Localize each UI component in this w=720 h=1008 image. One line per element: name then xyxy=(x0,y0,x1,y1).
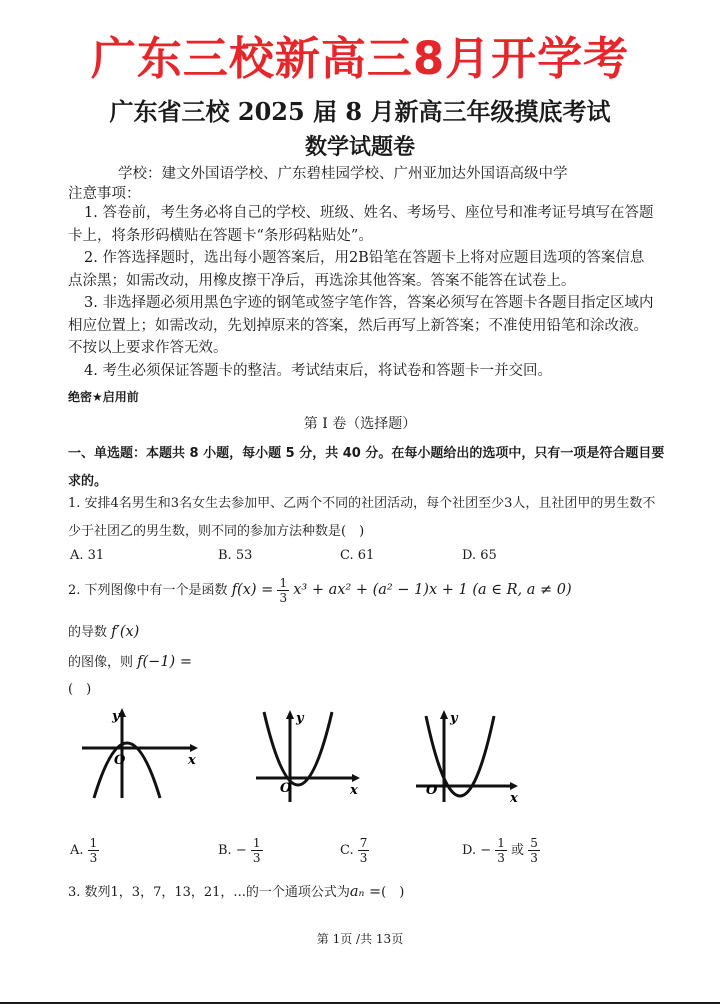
option-or: 或 xyxy=(511,843,525,858)
question-2-line2 xyxy=(68,618,668,647)
option-fraction xyxy=(358,836,370,865)
frac-num: 5 xyxy=(530,836,538,850)
frac-den: 3 xyxy=(359,851,368,865)
banner-title: 广东三校新高三8月开学考 xyxy=(90,32,630,85)
y-arrow xyxy=(286,710,294,719)
option-label: A. xyxy=(70,843,84,858)
x-label: x xyxy=(350,783,358,798)
q2-function-lhs: f(x) = xyxy=(231,582,274,598)
page-footer: 第 1页 /共 13页 xyxy=(316,932,404,946)
question-3 xyxy=(68,878,668,907)
graph-a xyxy=(78,704,208,800)
bottom-border xyxy=(0,1002,720,1004)
q2-value: f(−1) = xyxy=(137,654,192,670)
frac-den: 3 xyxy=(497,851,505,865)
x-label: x xyxy=(510,791,518,806)
question-2-line3 xyxy=(68,648,668,677)
exam-title: 广东省三校 2025 届 8 月新高三年级摸底考试 xyxy=(109,97,611,126)
section-title: 一、单选题：本题共 8 小题，每小题 5 分，共 40 分。在每小题给出的选项中，只有一项是符合题目要求的。 xyxy=(68,446,665,489)
y-label: y xyxy=(450,711,458,726)
q1-option-b: B. 53 xyxy=(218,548,253,563)
q2-option-a xyxy=(70,836,99,865)
q2-function-rhs: x³ + ax² + (a² − 1)x + 1 (a ∈ R, a ≠ 0) xyxy=(293,582,572,598)
option-fraction xyxy=(495,836,507,865)
graph-b xyxy=(252,706,372,806)
q1-option-c: C. 61 xyxy=(340,548,375,563)
q2-option-c xyxy=(340,836,369,865)
option-fraction xyxy=(88,836,100,865)
frac-num: 1 xyxy=(89,836,98,850)
notice-item: 2. 作答选择题时，选出每小题答案后，用2B铅笔在答题卡上将对应题目选项的答案信息点涂黑；如需改动，用橡皮擦干净后，再选涂其他答案。答案不能答在试卷上。 xyxy=(68,250,645,289)
frac-num: 1 xyxy=(497,836,505,850)
frac-num: 1 xyxy=(279,576,288,590)
q2-line2-text: 的导数 xyxy=(68,625,108,640)
option-fraction xyxy=(251,836,263,865)
x-label: x xyxy=(188,753,196,768)
schools-line: 学校：建文外国语学校、广东碧桂园学校、广州亚加达外国语高级中学 xyxy=(118,166,568,182)
option-label: B. − xyxy=(218,843,247,858)
q2-blank: ( ) xyxy=(68,682,92,697)
y-arrow xyxy=(440,710,448,719)
notice-item: 4. 考生必须保证答题卡的整洁。考试结束后，将试卷和答题卡一并交回。 xyxy=(84,362,552,379)
graph-c xyxy=(412,706,532,806)
q3-text: 3. 数列1，3，7，13，21，...的一个通项公式为 xyxy=(68,885,350,900)
origin-label: O xyxy=(426,783,438,798)
frac-den: 3 xyxy=(89,851,98,865)
option-label: C. xyxy=(340,843,354,858)
q2-option-d xyxy=(462,836,540,865)
frac-den: 3 xyxy=(252,851,261,865)
q2-fraction xyxy=(277,576,289,605)
q1-option-a: A. 31 xyxy=(70,548,105,563)
x-arrow xyxy=(190,744,198,752)
y-label: y xyxy=(296,711,304,726)
q3-blank: ( ) xyxy=(381,885,405,900)
part-title: 第 I 卷（选择题） xyxy=(303,416,417,432)
notice-list xyxy=(68,202,658,382)
q2-option-b xyxy=(218,836,263,865)
q1-option-d: D. 65 xyxy=(462,548,497,563)
origin-label: O xyxy=(114,753,126,768)
x-arrow xyxy=(510,782,518,790)
curve xyxy=(94,743,160,798)
frac-den: 3 xyxy=(530,851,538,865)
q2-derivative: f′(x) xyxy=(111,624,140,640)
notice-heading: 注意事项： xyxy=(68,186,141,202)
question-1-text: 1. 安排4名男生和3名女生去参加甲、乙两个不同的社团活动，每个社团至少3人，且社团甲的男生数不少于社团乙的男生数，则不同的参加方法种数是( ) xyxy=(68,496,656,539)
option-fraction xyxy=(528,836,540,865)
frac-den: 3 xyxy=(279,591,288,605)
question-2-line1 xyxy=(68,576,668,605)
q3-formula: aₙ = xyxy=(349,884,382,900)
exam-subtitle: 数学试题卷 xyxy=(304,134,415,160)
frac-num: 7 xyxy=(359,836,368,850)
frac-num: 1 xyxy=(252,836,261,850)
notice-item: 1. 答卷前，考生务必将自己的学校、班级、姓名、考场号、座位号和准考证号填写在答题卡上，将条形码横贴在答题卡“条形码粘贴处”。 xyxy=(68,205,654,244)
origin-label: O xyxy=(280,781,292,796)
notice-item: 3. 非选择题必须用黑色字迹的钢笔或签字笔作答，答案必须写在答题卡各题目指定区域内相应位置上；如需改动，先划掉原来的答案，然后再写上新答案；不准使用铅笔和涂改液。不按以上要求作答无效。 xyxy=(68,295,654,356)
secret-mark: 绝密★启用前 xyxy=(68,390,139,404)
x-arrow xyxy=(352,774,360,782)
y-label: y xyxy=(112,709,120,724)
q2-line3-text: 的图像，则 xyxy=(68,655,134,670)
option-label: D. − xyxy=(462,843,492,858)
q2-intro: 2. 下列图像中有一个是函数 xyxy=(68,583,228,598)
